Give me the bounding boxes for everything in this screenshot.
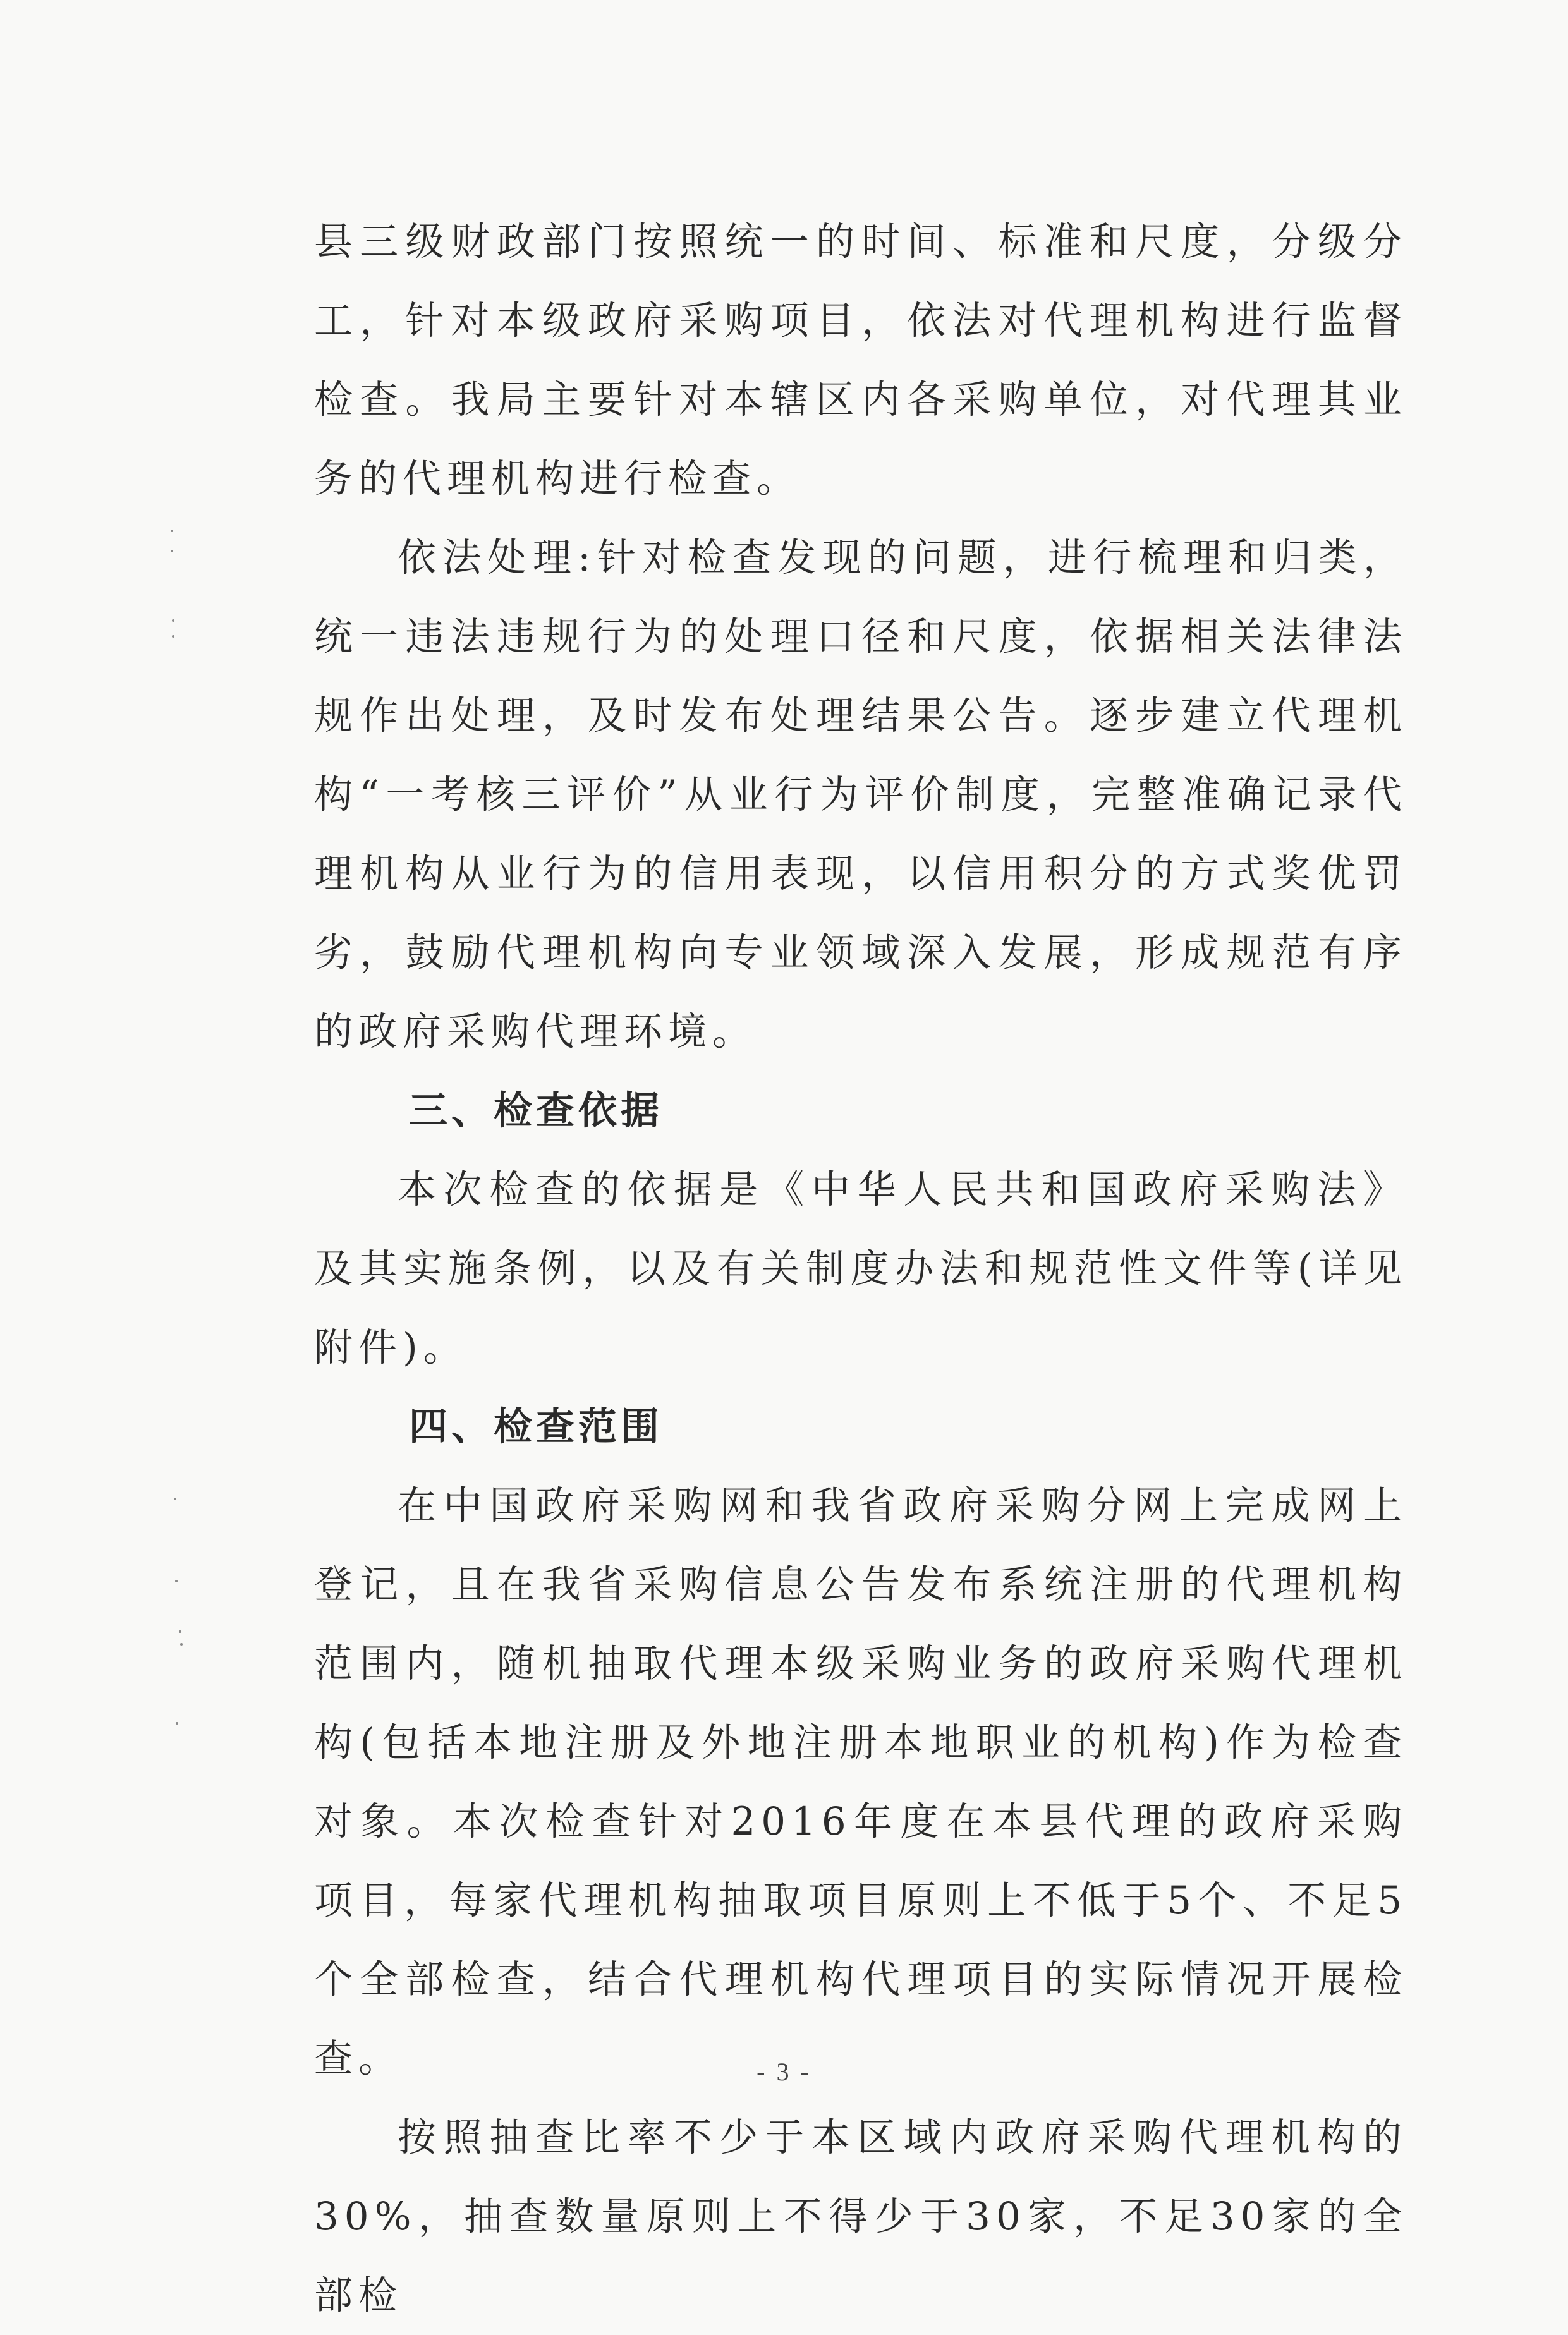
paragraph-continuation: 县三级财政部门按照统一的时间、标准和尺度，分级分工，针对本级政府采购项目，依法对代理机构进行监督检查。我局主要针对本辖区内各采购单位，对代理其业务的代理机构进行检查。 [314, 219, 1407, 501]
scan-speck [180, 1643, 183, 1646]
scan-speck [172, 635, 174, 638]
scan-speck [171, 550, 173, 552]
document-body [314, 202, 1407, 2335]
section-heading-inspection-scope: 四、检查范围 [409, 1404, 664, 1449]
paragraph-inspection-scope: 在中国政府采购网和我省政府采购分网上完成网上登记，且在我省采购信息公告发布系统注册的代理机构范围内，随机抽取代理本级采购业务的政府采购代理机构(包括本地注册及外地注册本地职业的机构)作为检查对象。本次检查针对2016年度在本县代理的政府采购项目，每家代理机构抽取项目原则上不低于5个、不足5个全部检查，结合代理机构代理项目的实际情况开展检查。 [314, 1483, 1407, 2081]
section-heading-inspection-basis: 三、检查依据 [409, 1088, 664, 1133]
scan-speck [175, 1580, 178, 1582]
scan-speck [172, 619, 174, 622]
page-number: - 3 - [757, 2058, 811, 2086]
paragraph-sampling-ratio: 按照抽查比率不少于本区域内政府采购代理机构的30%，抽查数量原则上不得少于30家，不足30家的全部检 [314, 2115, 1407, 2318]
scan-speck [171, 530, 173, 532]
scan-speck [179, 1630, 181, 1633]
paragraph-legal-handling: 依法处理:针对检查发现的问题，进行梳理和归类，统一违法违规行为的处理口径和尺度，依据相关法律法规作出处理，及时发布处理结果公告。逐步建立代理机构“一考核三评价”从业行为评价制度，完整准确记录代理机构从业行为的信用表现，以信用积分的方式奖优罚劣，鼓励代理机构向专业领域深入发展，形成规范有序的政府采购代理环境。 [314, 535, 1407, 1054]
scan-speck [176, 1722, 178, 1725]
scan-speck [174, 1498, 176, 1500]
paragraph-inspection-basis: 本次检查的依据是《中华人民共和国政府采购法》及其实施条例，以及有关制度办法和规范性文件等(详见附件)。 [314, 1167, 1407, 1370]
